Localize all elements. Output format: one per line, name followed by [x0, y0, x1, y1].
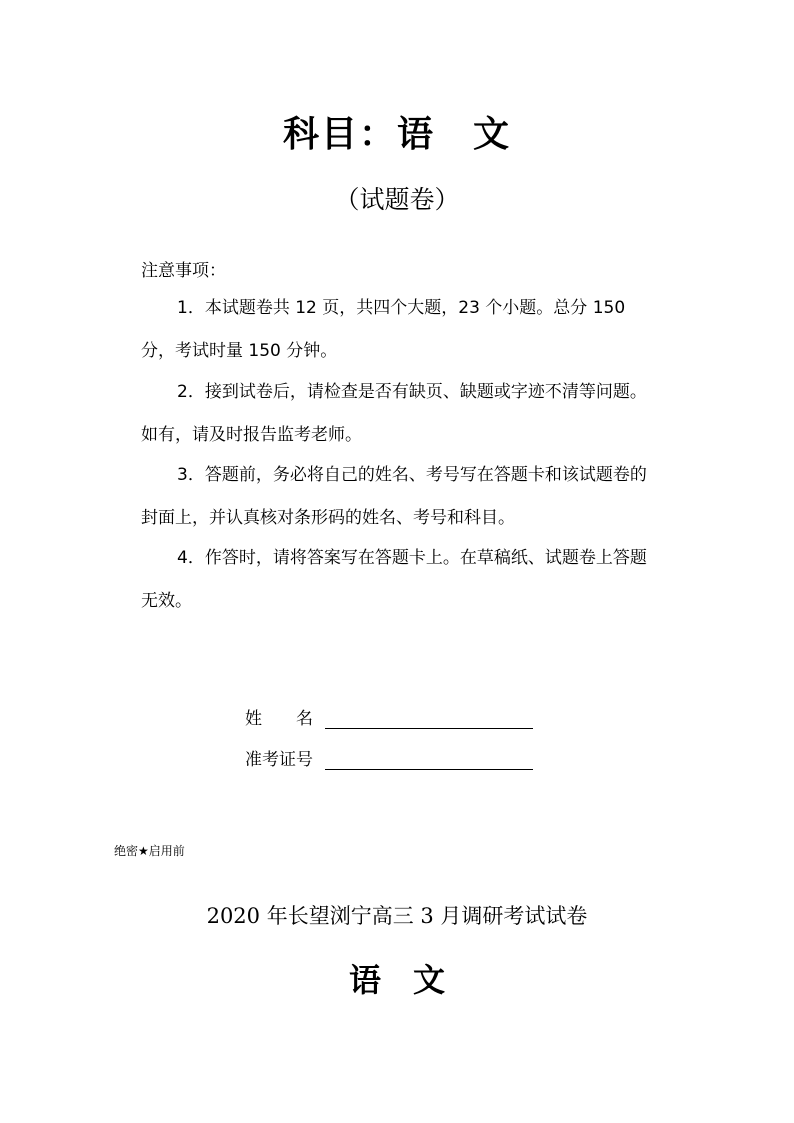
notice-item-2: 2．接到试卷后，请检查是否有缺页、缺题或字迹不清等问题。如有，请及时报告监考老师。 [141, 382, 647, 445]
name-field-label: 姓 名 [245, 709, 313, 729]
cover-subtitle: （试题卷） [334, 185, 460, 214]
subject-heading: 语 文 [348, 961, 445, 999]
name-field-row [245, 704, 533, 729]
name-field-line[interactable] [325, 706, 533, 729]
cover-title: 科目：语 文 [282, 114, 511, 155]
exam-id-field-line[interactable] [325, 747, 533, 770]
notice-item-4: 4．作答时，请将答案写在答题卡上。在草稿纸、试题卷上答题无效。 [141, 548, 647, 611]
exam-id-field-row [245, 745, 533, 770]
exam-title: 2020 年长望浏宁高三 3 月调研考试试卷 [206, 904, 588, 928]
notice-item-3: 3．答题前，务必将自己的姓名、考号写在答题卡和该试题卷的封面上，并认真核对条形码的姓名、考号和科目。 [141, 465, 647, 528]
exam-id-field-label: 准考证号 [245, 750, 313, 770]
notice-heading: 注意事项： [141, 261, 226, 281]
secret-mark: 绝密★启用前 [114, 844, 185, 858]
notice-item-1: 1．本试题卷共 12 页，共四个大题，23 个小题。总分 150 分，考试时量 150 分钟。 [141, 298, 626, 361]
